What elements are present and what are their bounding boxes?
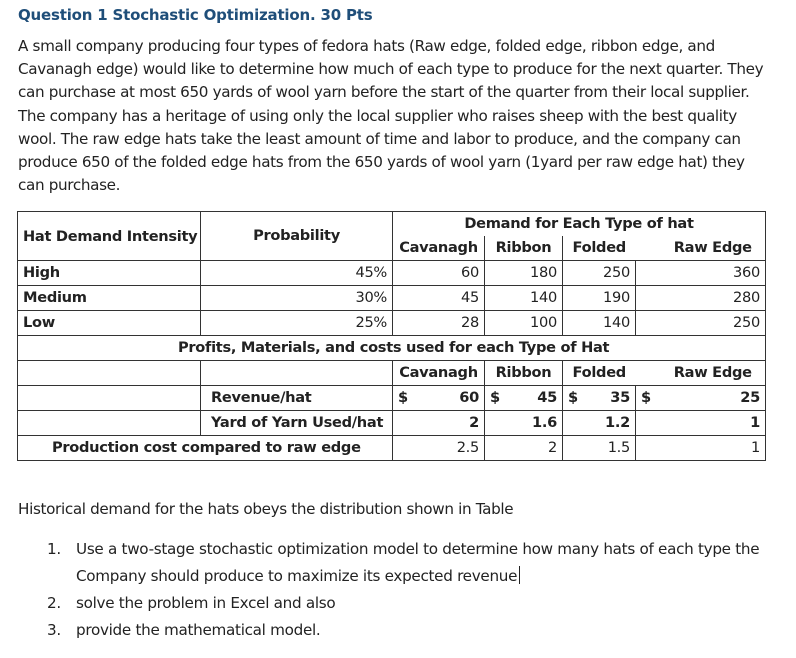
task-text: solve the problem in Excel and also xyxy=(76,594,336,612)
cost-row xyxy=(18,436,766,461)
text-cursor xyxy=(519,566,520,584)
currency-symbol: $ xyxy=(398,389,408,406)
demand-cell: 140 xyxy=(485,286,563,311)
hat-type-header: Cavanagh xyxy=(393,236,485,261)
revenue-value: 25 xyxy=(740,389,760,406)
demand-cell: 28 xyxy=(393,311,485,336)
revenue-row xyxy=(18,386,766,411)
demand-level: Low xyxy=(18,311,201,336)
currency-symbol: $ xyxy=(641,389,651,406)
yarn-cell: 2 xyxy=(393,411,485,436)
yarn-cell: 1.2 xyxy=(563,411,636,436)
yarn-cell: 1.6 xyxy=(485,411,563,436)
demand-row xyxy=(18,286,766,311)
empty-cell xyxy=(18,361,201,386)
revenue-value: 35 xyxy=(610,389,630,406)
empty-cell xyxy=(18,411,201,436)
revenue-cell xyxy=(636,386,766,411)
probability-cell: 25% xyxy=(201,311,393,336)
cost-cell: 2 xyxy=(485,436,563,461)
historical-note: Historical demand for the hats obeys the distribution shown in Table xyxy=(18,500,514,518)
hat-type-header: Folded xyxy=(563,236,636,261)
task-item xyxy=(18,536,778,590)
hat-type-header: Ribbon xyxy=(485,361,563,386)
task-number: 2. xyxy=(47,594,61,612)
hat-type-header: Folded xyxy=(563,361,636,386)
hat-type-header: Raw Edge xyxy=(636,361,766,386)
cost-cell: 1 xyxy=(636,436,766,461)
demand-row xyxy=(18,311,766,336)
yarn-row xyxy=(18,411,766,436)
hat-type-header: Ribbon xyxy=(485,236,563,261)
revenue-value: 45 xyxy=(537,389,557,406)
task-item xyxy=(18,590,778,617)
hat-data-table xyxy=(17,211,766,461)
task-item xyxy=(18,617,778,644)
demand-cell: 250 xyxy=(563,261,636,286)
cost-label: Production cost compared to raw edge xyxy=(18,436,393,461)
demand-cell: 180 xyxy=(485,261,563,286)
demand-header: Demand for Each Type of hat xyxy=(393,212,766,237)
intro-paragraph: A small company producing four types of fedora hats (Raw edge, folded edge, ribbon edge, and Cavanagh edge) would like to determine how much of each type to produce for the next quarter. They can purchase at most 650 yards of wool yarn before the start of the quarter from their local supplier. The company has a heritage of using only the local supplier who raises sheep with the best quality wool. The raw edge hats take the least amount of time and labor to produce, and the company can produce 650 of the folded edge hats from the 650 yards of wool yarn (1yard per raw edge hat) they can purchase. xyxy=(18,37,764,195)
demand-cell: 190 xyxy=(563,286,636,311)
demand-cell: 250 xyxy=(636,311,766,336)
probability-cell: 30% xyxy=(201,286,393,311)
revenue-label: Revenue/hat xyxy=(201,386,393,411)
demand-row xyxy=(18,261,766,286)
revenue-value: 60 xyxy=(459,389,479,406)
task-text: provide the mathematical model. xyxy=(76,621,321,639)
task-list xyxy=(18,536,778,644)
demand-cell: 60 xyxy=(393,261,485,286)
yarn-cell: 1 xyxy=(636,411,766,436)
intensity-header: Hat Demand Intensity xyxy=(18,212,201,261)
currency-symbol: $ xyxy=(568,389,578,406)
probability-header: Probability xyxy=(201,212,393,261)
revenue-cell xyxy=(485,386,563,411)
hat-type-header: Raw Edge xyxy=(636,236,766,261)
demand-cell: 280 xyxy=(636,286,766,311)
empty-cell xyxy=(201,361,393,386)
revenue-cell xyxy=(563,386,636,411)
empty-cell xyxy=(18,386,201,411)
task-number: 1. xyxy=(47,540,61,558)
demand-cell: 360 xyxy=(636,261,766,286)
demand-cell: 45 xyxy=(393,286,485,311)
profits-header: Profits, Materials, and costs used for each Type of Hat xyxy=(18,336,766,361)
task-text: Use a two-stage stochastic optimization model to determine how many hats of each type the Company should produce to maximize its expected revenue xyxy=(76,540,760,585)
hat-type-header: Cavanagh xyxy=(393,361,485,386)
cost-cell: 2.5 xyxy=(393,436,485,461)
cost-cell: 1.5 xyxy=(563,436,636,461)
currency-symbol: $ xyxy=(490,389,500,406)
task-number: 3. xyxy=(47,621,61,639)
yarn-label: Yard of Yarn Used/hat xyxy=(201,411,393,436)
revenue-cell xyxy=(393,386,485,411)
demand-cell: 140 xyxy=(563,311,636,336)
question-title: Question 1 Stochastic Optimization. 30 Pts xyxy=(18,6,373,24)
demand-level: High xyxy=(18,261,201,286)
probability-cell: 45% xyxy=(201,261,393,286)
demand-cell: 100 xyxy=(485,311,563,336)
demand-level: Medium xyxy=(18,286,201,311)
